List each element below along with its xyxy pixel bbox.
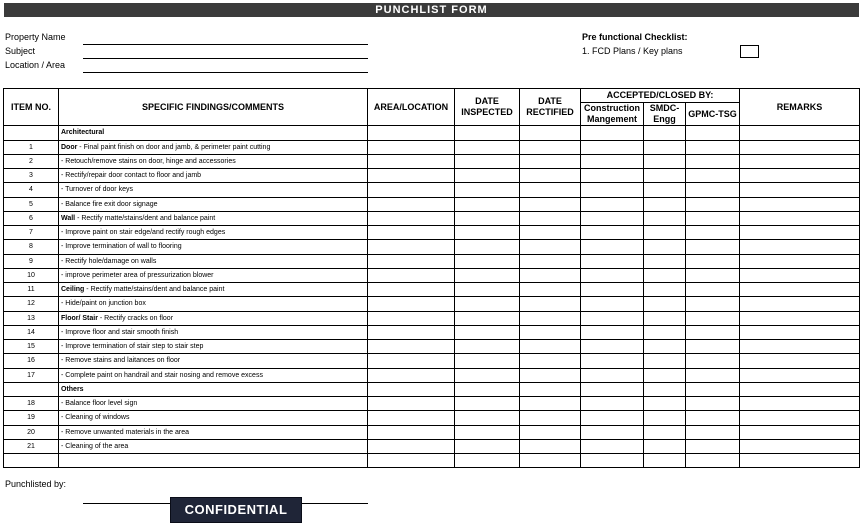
smdc-cell[interactable] <box>644 268 686 282</box>
smdc-cell[interactable] <box>644 154 686 168</box>
gpmc-cell[interactable] <box>686 240 740 254</box>
smdc-cell[interactable] <box>644 211 686 225</box>
remarks-cell[interactable] <box>740 126 860 140</box>
item-number-cell: 4 <box>4 183 59 197</box>
date-rectified-cell[interactable] <box>520 325 581 339</box>
remarks-cell[interactable] <box>740 240 860 254</box>
date-rectified-cell[interactable] <box>520 439 581 453</box>
subject-field[interactable] <box>83 58 368 59</box>
date-inspected-cell[interactable] <box>455 140 520 154</box>
finding-text: - Hide/paint on junction box <box>61 300 146 308</box>
area-cell[interactable] <box>368 454 455 468</box>
area-cell[interactable] <box>368 425 455 439</box>
smdc-cell[interactable] <box>644 140 686 154</box>
area-cell[interactable] <box>368 311 455 325</box>
date-inspected-cell[interactable] <box>455 297 520 311</box>
finding-cell <box>59 183 368 197</box>
finding-cell <box>59 382 368 396</box>
subject-label: Subject <box>5 46 36 56</box>
smdc-cell[interactable] <box>644 454 686 468</box>
construction-cell[interactable] <box>581 311 644 325</box>
finding-text: - Rectify matte/stains/dent and balance paint <box>84 286 225 294</box>
date-inspected-cell[interactable] <box>455 340 520 354</box>
date-inspected-cell[interactable] <box>455 283 520 297</box>
area-cell[interactable] <box>368 169 455 183</box>
date-rectified-cell[interactable] <box>520 411 581 425</box>
remarks-cell[interactable] <box>740 169 860 183</box>
header-smdc: SMDC-Engg <box>644 103 686 126</box>
remarks-cell[interactable] <box>740 439 860 453</box>
gpmc-cell[interactable] <box>686 197 740 211</box>
finding-text: - Rectify hole/damage on walls <box>61 257 157 265</box>
date-rectified-cell[interactable] <box>520 382 581 396</box>
table-row <box>4 439 860 453</box>
gpmc-cell[interactable] <box>686 268 740 282</box>
remarks-cell[interactable] <box>740 397 860 411</box>
gpmc-cell[interactable] <box>686 397 740 411</box>
finding-cell <box>59 154 368 168</box>
area-cell[interactable] <box>368 211 455 225</box>
date-rectified-cell[interactable] <box>520 368 581 382</box>
header-date-inspected: DATE INSPECTED <box>455 89 520 126</box>
area-cell[interactable] <box>368 411 455 425</box>
punchlisted-by-label: Punchlisted by: <box>5 479 67 489</box>
item-number-cell: 10 <box>4 268 59 282</box>
construction-cell[interactable] <box>581 411 644 425</box>
finding-cell <box>59 340 368 354</box>
date-inspected-cell[interactable] <box>455 211 520 225</box>
date-rectified-cell[interactable] <box>520 211 581 225</box>
item-number-cell: 9 <box>4 254 59 268</box>
date-rectified-cell[interactable] <box>520 183 581 197</box>
gpmc-cell[interactable] <box>686 140 740 154</box>
area-cell[interactable] <box>368 240 455 254</box>
construction-cell[interactable] <box>581 240 644 254</box>
punchlist-table <box>3 88 860 468</box>
pre-functional-title: Pre functional Checklist: <box>582 32 688 42</box>
property-name-field[interactable] <box>83 44 368 45</box>
construction-cell[interactable] <box>581 425 644 439</box>
finding-text: - Cleaning of the area <box>61 442 129 450</box>
smdc-cell[interactable] <box>644 439 686 453</box>
item-number-cell: 7 <box>4 226 59 240</box>
finding-text: - Turnover of door keys <box>61 186 133 194</box>
date-inspected-cell[interactable] <box>455 183 520 197</box>
table-row <box>4 397 860 411</box>
finding-cell <box>59 354 368 368</box>
date-inspected-cell[interactable] <box>455 411 520 425</box>
gpmc-cell[interactable] <box>686 439 740 453</box>
date-rectified-cell[interactable] <box>520 226 581 240</box>
area-cell[interactable] <box>368 197 455 211</box>
smdc-cell[interactable] <box>644 382 686 396</box>
construction-cell[interactable] <box>581 368 644 382</box>
area-cell[interactable] <box>368 325 455 339</box>
construction-cell[interactable] <box>581 169 644 183</box>
construction-cell[interactable] <box>581 283 644 297</box>
item-number-cell: 19 <box>4 411 59 425</box>
table-row <box>4 254 860 268</box>
finding-text: - Improve termination of wall to flooring <box>61 243 182 251</box>
smdc-cell[interactable] <box>644 297 686 311</box>
header-date-rectified: DATE RECTIFIED <box>520 89 581 126</box>
gpmc-cell[interactable] <box>686 154 740 168</box>
finding-category: Wall <box>61 214 76 222</box>
remarks-cell[interactable] <box>740 340 860 354</box>
date-rectified-cell[interactable] <box>520 126 581 140</box>
area-cell[interactable] <box>368 268 455 282</box>
finding-cell <box>59 126 368 140</box>
gpmc-cell[interactable] <box>686 226 740 240</box>
date-inspected-cell[interactable] <box>455 454 520 468</box>
construction-cell[interactable] <box>581 211 644 225</box>
table-row <box>4 411 860 425</box>
location-area-field[interactable] <box>83 72 368 73</box>
date-rectified-cell[interactable] <box>520 283 581 297</box>
construction-cell[interactable] <box>581 297 644 311</box>
date-rectified-cell[interactable] <box>520 397 581 411</box>
area-cell[interactable] <box>368 140 455 154</box>
property-name-label: Property Name <box>5 32 66 42</box>
fcd-plans-checkbox[interactable] <box>740 45 759 58</box>
construction-cell[interactable] <box>581 382 644 396</box>
finding-text: - Improve termination of stair step to stair step <box>61 343 204 351</box>
smdc-cell[interactable] <box>644 183 686 197</box>
remarks-cell[interactable] <box>740 411 860 425</box>
item-number-cell: 3 <box>4 169 59 183</box>
date-inspected-cell[interactable] <box>455 439 520 453</box>
gpmc-cell[interactable] <box>686 354 740 368</box>
header-area: AREA/LOCATION <box>368 89 455 126</box>
table-row <box>4 240 860 254</box>
construction-cell[interactable] <box>581 454 644 468</box>
date-inspected-cell[interactable] <box>455 240 520 254</box>
remarks-cell[interactable] <box>740 354 860 368</box>
smdc-cell[interactable] <box>644 240 686 254</box>
finding-text: - Final paint finish on door and jamb, & perimeter paint cutting <box>77 143 271 151</box>
gpmc-cell[interactable] <box>686 425 740 439</box>
remarks-cell[interactable] <box>740 197 860 211</box>
item-number-cell: 11 <box>4 283 59 297</box>
item-number-cell: 13 <box>4 311 59 325</box>
smdc-cell[interactable] <box>644 411 686 425</box>
pre-functional-item: 1. FCD Plans / Key plans <box>582 46 683 56</box>
smdc-cell[interactable] <box>644 226 686 240</box>
item-number-cell <box>4 454 59 468</box>
item-number-cell: 1 <box>4 140 59 154</box>
finding-cell <box>59 439 368 453</box>
header-findings: SPECIFIC FINDINGS/COMMENTS <box>59 89 368 126</box>
finding-cell <box>59 169 368 183</box>
gpmc-cell[interactable] <box>686 311 740 325</box>
area-cell[interactable] <box>368 154 455 168</box>
table-row <box>4 297 860 311</box>
item-number-cell: 20 <box>4 425 59 439</box>
smdc-cell[interactable] <box>644 397 686 411</box>
date-inspected-cell[interactable] <box>455 154 520 168</box>
finding-category: Ceiling <box>61 286 85 294</box>
item-number-cell: 8 <box>4 240 59 254</box>
date-rectified-cell[interactable] <box>520 311 581 325</box>
remarks-cell[interactable] <box>740 268 860 282</box>
finding-cell <box>59 268 368 282</box>
smdc-cell[interactable] <box>644 254 686 268</box>
gpmc-cell[interactable] <box>686 183 740 197</box>
header-remarks: REMARKS <box>740 89 860 126</box>
area-cell[interactable] <box>368 354 455 368</box>
table-row <box>4 454 860 468</box>
remarks-cell[interactable] <box>740 183 860 197</box>
finding-text: - Cleaning of windows <box>61 414 130 422</box>
table-row <box>4 183 860 197</box>
remarks-cell[interactable] <box>740 154 860 168</box>
area-cell[interactable] <box>368 283 455 297</box>
date-inspected-cell[interactable] <box>455 268 520 282</box>
finding-text: - Balance floor level sign <box>61 400 138 408</box>
area-cell[interactable] <box>368 254 455 268</box>
table-row <box>4 154 860 168</box>
remarks-cell[interactable] <box>740 325 860 339</box>
date-inspected-cell[interactable] <box>455 354 520 368</box>
area-cell[interactable] <box>368 126 455 140</box>
table-row <box>4 226 860 240</box>
item-number-cell <box>4 126 59 140</box>
smdc-cell[interactable] <box>644 340 686 354</box>
date-rectified-cell[interactable] <box>520 254 581 268</box>
area-cell[interactable] <box>368 382 455 396</box>
date-inspected-cell[interactable] <box>455 197 520 211</box>
remarks-cell[interactable] <box>740 226 860 240</box>
finding-cell <box>59 211 368 225</box>
gpmc-cell[interactable] <box>686 411 740 425</box>
date-inspected-cell[interactable] <box>455 425 520 439</box>
gpmc-cell[interactable] <box>686 368 740 382</box>
construction-cell[interactable] <box>581 126 644 140</box>
finding-text: - Retouch/remove stains on door, hinge and accessories <box>61 157 236 165</box>
table-row <box>4 169 860 183</box>
finding-cell <box>59 240 368 254</box>
finding-cell <box>59 368 368 382</box>
finding-cell <box>59 454 368 468</box>
finding-text: - Complete paint on handrail and stair nosing and remove excess <box>61 371 263 379</box>
table-row <box>4 197 860 211</box>
area-cell[interactable] <box>368 183 455 197</box>
finding-cell <box>59 226 368 240</box>
smdc-cell[interactable] <box>644 169 686 183</box>
construction-cell[interactable] <box>581 140 644 154</box>
date-inspected-cell[interactable] <box>455 126 520 140</box>
finding-category: Floor/ Stair <box>61 314 98 322</box>
construction-cell[interactable] <box>581 183 644 197</box>
gpmc-cell[interactable] <box>686 454 740 468</box>
item-number-cell: 2 <box>4 154 59 168</box>
date-rectified-cell[interactable] <box>520 297 581 311</box>
smdc-cell[interactable] <box>644 311 686 325</box>
form-title: PUNCHLIST FORM <box>4 3 859 17</box>
area-cell[interactable] <box>368 340 455 354</box>
gpmc-cell[interactable] <box>686 297 740 311</box>
table-row <box>4 325 860 339</box>
finding-text: - Improve paint on stair edge/and rectify rough edges <box>61 229 226 237</box>
remarks-cell[interactable] <box>740 140 860 154</box>
remarks-cell[interactable] <box>740 211 860 225</box>
finding-cell <box>59 425 368 439</box>
header-construction: Construction Mangement <box>581 103 644 126</box>
header-gpmc: GPMC-TSG <box>686 103 740 126</box>
smdc-cell[interactable] <box>644 126 686 140</box>
construction-cell[interactable] <box>581 226 644 240</box>
date-rectified-cell[interactable] <box>520 268 581 282</box>
table-row <box>4 211 860 225</box>
finding-cell <box>59 397 368 411</box>
date-inspected-cell[interactable] <box>455 382 520 396</box>
gpmc-cell[interactable] <box>686 211 740 225</box>
finding-category: Door <box>61 143 78 151</box>
area-cell[interactable] <box>368 226 455 240</box>
table-row <box>4 311 860 325</box>
table-row <box>4 368 860 382</box>
construction-cell[interactable] <box>581 340 644 354</box>
item-number-cell: 15 <box>4 340 59 354</box>
date-inspected-cell[interactable] <box>455 254 520 268</box>
date-rectified-cell[interactable] <box>520 354 581 368</box>
gpmc-cell[interactable] <box>686 169 740 183</box>
date-rectified-cell[interactable] <box>520 140 581 154</box>
gpmc-cell[interactable] <box>686 340 740 354</box>
area-cell[interactable] <box>368 439 455 453</box>
confidential-stamp: CONFIDENTIAL <box>170 497 302 523</box>
date-rectified-cell[interactable] <box>520 240 581 254</box>
date-inspected-cell[interactable] <box>455 397 520 411</box>
finding-text: - Remove stains and laitances on floor <box>61 357 181 365</box>
gpmc-cell[interactable] <box>686 283 740 297</box>
area-cell[interactable] <box>368 397 455 411</box>
finding-category: Others <box>61 385 84 393</box>
date-inspected-cell[interactable] <box>455 311 520 325</box>
construction-cell[interactable] <box>581 254 644 268</box>
table-row <box>4 268 860 282</box>
construction-cell[interactable] <box>581 154 644 168</box>
date-inspected-cell[interactable] <box>455 226 520 240</box>
finding-text: - improve perimeter area of pressurization blower <box>61 271 214 279</box>
date-rectified-cell[interactable] <box>520 340 581 354</box>
smdc-cell[interactable] <box>644 425 686 439</box>
finding-text: - Improve floor and stair smooth finish <box>61 328 179 336</box>
finding-text: - Balance fire exit door signage <box>61 200 158 208</box>
gpmc-cell[interactable] <box>686 325 740 339</box>
table-row <box>4 340 860 354</box>
date-inspected-cell[interactable] <box>455 325 520 339</box>
finding-cell <box>59 197 368 211</box>
remarks-cell[interactable] <box>740 297 860 311</box>
finding-cell <box>59 297 368 311</box>
item-number-cell <box>4 382 59 396</box>
date-rectified-cell[interactable] <box>520 454 581 468</box>
finding-text: - Remove unwanted materials in the area <box>61 428 190 436</box>
area-cell[interactable] <box>368 297 455 311</box>
finding-cell <box>59 254 368 268</box>
date-inspected-cell[interactable] <box>455 169 520 183</box>
header-accepted: ACCEPTED/CLOSED BY: <box>581 89 740 103</box>
table-row <box>4 283 860 297</box>
date-rectified-cell[interactable] <box>520 169 581 183</box>
finding-text: - Rectify/repair door contact to floor and jamb <box>61 172 202 180</box>
construction-cell[interactable] <box>581 325 644 339</box>
remarks-cell[interactable] <box>740 425 860 439</box>
finding-cell <box>59 140 368 154</box>
table-row <box>4 140 860 154</box>
date-rectified-cell[interactable] <box>520 197 581 211</box>
construction-cell[interactable] <box>581 197 644 211</box>
date-rectified-cell[interactable] <box>520 154 581 168</box>
finding-cell <box>59 311 368 325</box>
item-number-cell: 17 <box>4 368 59 382</box>
remarks-cell[interactable] <box>740 382 860 396</box>
finding-cell <box>59 283 368 297</box>
date-rectified-cell[interactable] <box>520 425 581 439</box>
header-item-no: ITEM NO. <box>4 89 59 126</box>
finding-category: Architectural <box>61 129 105 137</box>
smdc-cell[interactable] <box>644 197 686 211</box>
date-inspected-cell[interactable] <box>455 368 520 382</box>
gpmc-cell[interactable] <box>686 254 740 268</box>
table-row <box>4 425 860 439</box>
item-number-cell: 14 <box>4 325 59 339</box>
location-area-label: Location / Area <box>5 60 66 70</box>
smdc-cell[interactable] <box>644 354 686 368</box>
construction-cell[interactable] <box>581 268 644 282</box>
remarks-cell[interactable] <box>740 311 860 325</box>
table-row <box>4 382 860 396</box>
finding-cell <box>59 411 368 425</box>
finding-cell <box>59 325 368 339</box>
construction-cell[interactable] <box>581 439 644 453</box>
finding-text: - Rectify cracks on floor <box>97 314 174 322</box>
item-number-cell: 5 <box>4 197 59 211</box>
gpmc-cell[interactable] <box>686 126 740 140</box>
smdc-cell[interactable] <box>644 368 686 382</box>
item-number-cell: 6 <box>4 211 59 225</box>
remarks-cell[interactable] <box>740 283 860 297</box>
construction-cell[interactable] <box>581 354 644 368</box>
area-cell[interactable] <box>368 368 455 382</box>
table-row <box>4 354 860 368</box>
smdc-cell[interactable] <box>644 283 686 297</box>
finding-text: - Rectify matte/stains/dent and balance paint <box>75 214 216 222</box>
item-number-cell: 18 <box>4 397 59 411</box>
table-row <box>4 126 860 140</box>
remarks-cell[interactable] <box>740 454 860 468</box>
item-number-cell: 12 <box>4 297 59 311</box>
construction-cell[interactable] <box>581 397 644 411</box>
item-number-cell: 16 <box>4 354 59 368</box>
item-number-cell: 21 <box>4 439 59 453</box>
gpmc-cell[interactable] <box>686 382 740 396</box>
smdc-cell[interactable] <box>644 325 686 339</box>
remarks-cell[interactable] <box>740 254 860 268</box>
remarks-cell[interactable] <box>740 368 860 382</box>
